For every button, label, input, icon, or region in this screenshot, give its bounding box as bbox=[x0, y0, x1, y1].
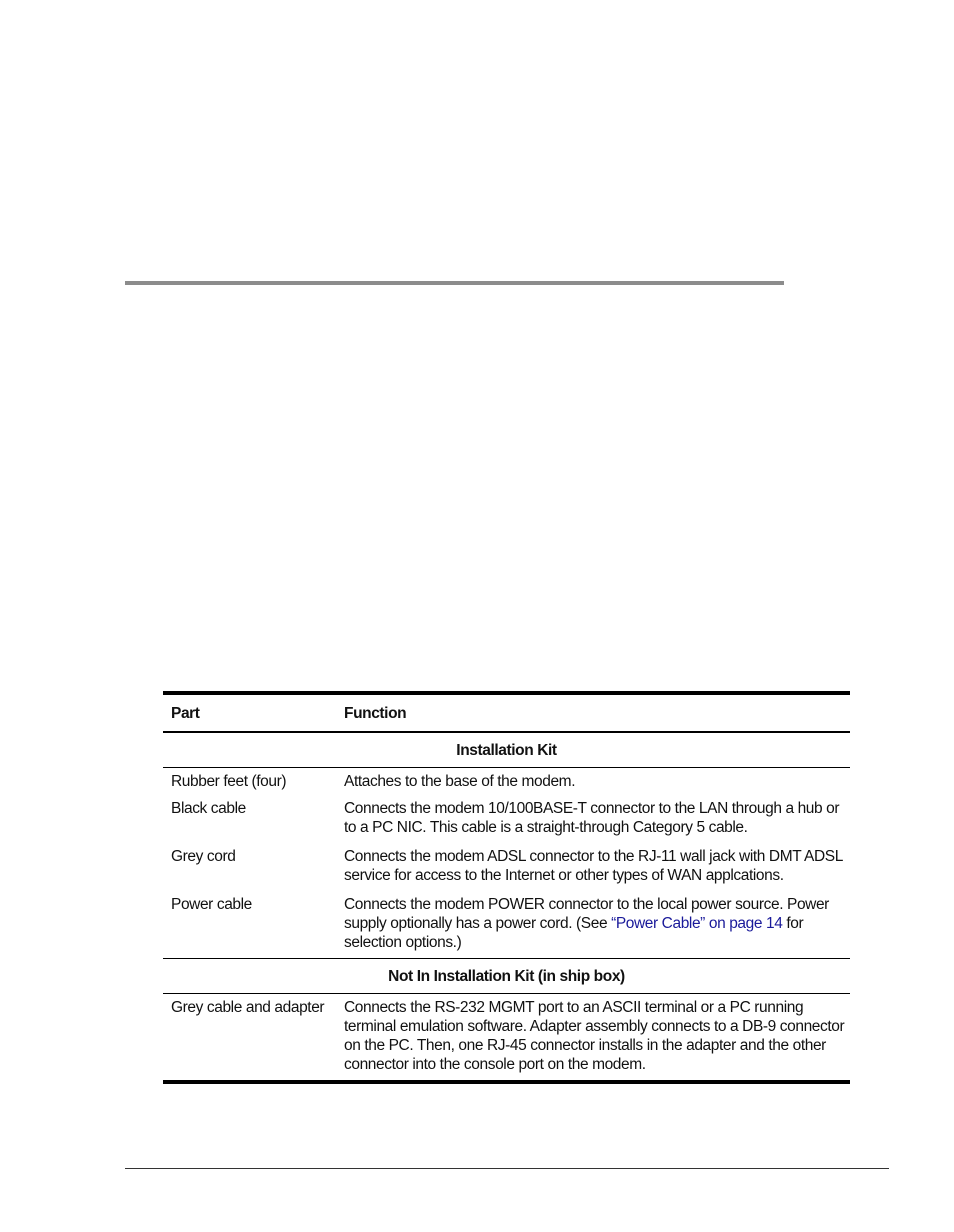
function-cell: Attaches to the base of the modem. bbox=[344, 773, 576, 790]
footer-rule bbox=[125, 1168, 889, 1169]
function-cell: Connects the modem 10/100BASE-T connector to the LAN through a hub or to a PC NIC. This cable is a straight-through Category 5 cable. bbox=[344, 800, 840, 836]
part-cell: Power cable bbox=[171, 896, 252, 913]
header-function: Function bbox=[344, 704, 407, 722]
function-text: Connects the modem POWER connector to the local power source. Power supply optionally has a power cord. (See bbox=[344, 896, 829, 932]
part-cell: Grey cable and adapter bbox=[171, 999, 325, 1016]
function-cell bbox=[344, 891, 850, 959]
table-row bbox=[163, 994, 850, 1083]
section-title-not-in-kit: Not In Installation Kit (in ship box) bbox=[163, 959, 850, 994]
section-row bbox=[163, 732, 850, 768]
table-row bbox=[163, 843, 850, 891]
function-cell: Connects the modem ADSL connector to the RJ-11 wall jack with DMT ADSL service for access to the Internet or other types of WAN applcations. bbox=[344, 848, 843, 884]
part-cell: Black cable bbox=[171, 800, 246, 817]
part-cell: Grey cord bbox=[171, 848, 236, 865]
function-cell: Connects the RS-232 MGMT port to an ASCII terminal or a PC running terminal emulation software. Adapter assembly connects to a DB-9 connector on the PC. Then, one RJ-45 connector installs in the adapter and the other connector into the console port on the modem. bbox=[344, 999, 845, 1073]
table-header-row bbox=[163, 693, 850, 732]
part-cell: Rubber feet (four) bbox=[171, 773, 287, 790]
section-title-installation-kit: Installation Kit bbox=[163, 732, 850, 768]
function-text: for selection options.) bbox=[344, 915, 804, 951]
header-part: Part bbox=[171, 704, 200, 722]
parts-table bbox=[163, 691, 850, 1084]
power-cable-link[interactable]: “Power Cable” on page 14 bbox=[611, 915, 783, 932]
section-row bbox=[163, 959, 850, 994]
chapter-rule bbox=[125, 281, 784, 285]
table-row bbox=[163, 768, 850, 796]
table-row bbox=[163, 795, 850, 843]
table-row bbox=[163, 891, 850, 959]
